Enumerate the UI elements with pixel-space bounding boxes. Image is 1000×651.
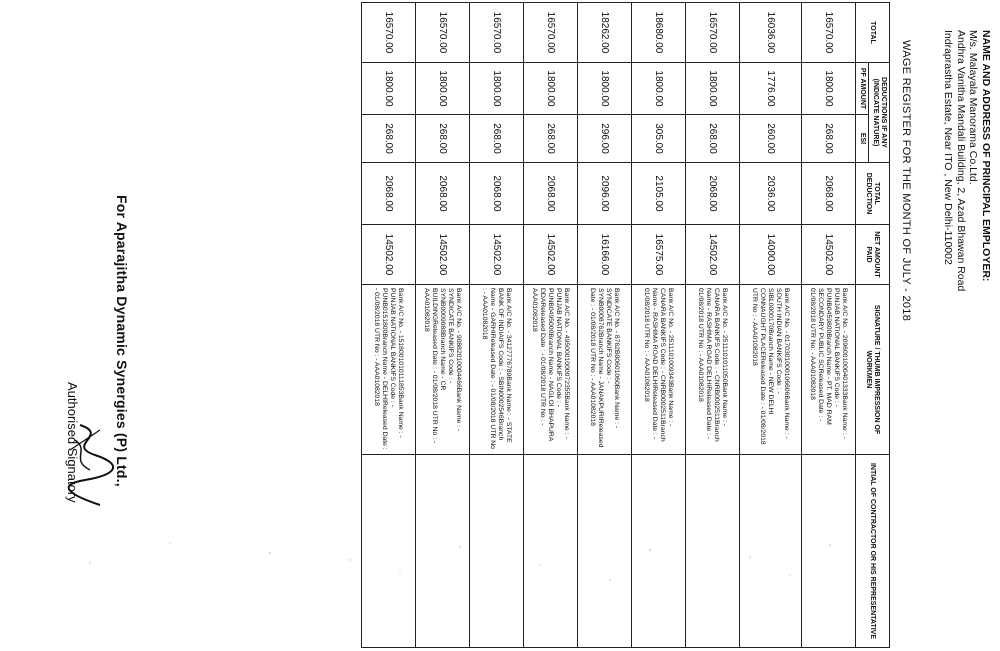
row-signature-bank-details: Bank A/C No. - 2511101009343Bank Name : - CANARA BANKIFS Code : - CNRB0002511Branch Name - RASHIMA ROAD DELHIReleased Date : - 01/08/2018 UTR No : - AAA01082018 xyxy=(632,285,686,455)
col-pf-amount: PF AMOUNT xyxy=(856,63,869,115)
row-pf-amount: 1800.00 xyxy=(578,63,632,115)
table-header-row xyxy=(869,3,890,648)
row-net-amount: 14000.00 xyxy=(740,225,802,285)
col-initial: INTIAL OF CONTRACTOR OR HIS REPRESENTATIVE xyxy=(856,455,890,648)
row-signature-bank-details: Bank A/C No. - 0170301000106606Bank Name : - SOUTH INDIAN BANKIFS Code : - SIBL0000170Branch Name - NEW DELHI CONNAUGHT PLACEReleased Date : - 01/08/2018 UTR No : - AAA01082018 xyxy=(740,285,802,455)
employer-header xyxy=(942,30,992,630)
row-total-deduction: 2068.00 xyxy=(416,163,470,225)
row-total-deduction: 2068.00 xyxy=(802,163,856,225)
row-total: 18262.00 xyxy=(578,3,632,63)
row-total-deduction: 2068.00 xyxy=(524,163,578,225)
row-total: 16570.00 xyxy=(686,3,740,63)
row-pf-amount: 1800.00 xyxy=(362,63,416,115)
employer-address-line1: Andhra Vanitha Mandali Building, 2, Azad Bhawan Road xyxy=(955,30,967,292)
row-pf-amount: 1776.00 xyxy=(740,63,802,115)
row-total-deduction: 2068.00 xyxy=(470,163,524,225)
row-esi: 268.00 xyxy=(686,115,740,163)
row-total: 18680.00 xyxy=(632,3,686,63)
row-net-amount: 14502.00 xyxy=(470,225,524,285)
row-total-deduction: 2068.00 xyxy=(686,163,740,225)
row-pf-amount: 1800.00 xyxy=(686,63,740,115)
row-total: 16570.00 xyxy=(802,3,856,63)
row-esi: 268.00 xyxy=(362,115,416,163)
employer-heading: NAME AND ADDRESS OF PRINCIPAL EMPLOYER: xyxy=(980,30,992,282)
row-signature-bank-details: Bank A/C No. - 34127776789Bank Name : - STATE BANK OF INDIAIFS Code : - SBIN0002546Branch Name - GARHIReleased Date : - 01/08/2018 UTR No : - AAA01082018 xyxy=(470,285,524,455)
row-esi: 268.00 xyxy=(802,115,856,163)
row-net-amount: 16166.00 xyxy=(578,225,632,285)
scan-noise-decoration xyxy=(10,535,870,625)
col-net-amount: NET AMOUNT PAID xyxy=(856,225,890,285)
row-pf-amount: 1800.00 xyxy=(632,63,686,115)
col-signature: SIGNATURE / THUMB IMPRESSION OF WORKMEN xyxy=(856,285,890,455)
row-total-deduction: 2096.00 xyxy=(578,163,632,225)
row-net-amount: 14502.00 xyxy=(524,225,578,285)
row-net-amount: 14502.00 xyxy=(802,225,856,285)
employer-name: M/s. Malayala Manorama Co.Ltd. xyxy=(967,30,980,185)
row-signature-bank-details: Bank A/C No. - 2511101011050Bank Name : - CANARA BANKIFS Code : - CNRB0002511Branch Name - RASHIMA ROAD DELHIReleased Date : - 01/08/2018 UTR No : - AAA01082018 xyxy=(686,285,740,455)
row-pf-amount: 1800.00 xyxy=(802,63,856,115)
col-total: TOTAL xyxy=(856,3,890,63)
row-signature-bank-details: Bank A/C No. - 90882010004466Bank Name : - SYNDICATE BANKIFS Code : - SYNB0009088Branch Name - CR BUILDINGReleased Date : - 01/08/2018 UTR No : - AAA01082018 xyxy=(416,285,470,455)
row-signature-bank-details: Bank A/C No. - 2096001000401333Bank Name : - PUNJAB NATIONAL BANKIFS Code : - PUNB0459800Branch Name - PT. MAD RAM SECONDARY PUBLIC SCReleased Date : - 01/08/2018 UTR No: - AAA01082018 xyxy=(802,285,856,455)
col-total-deduction: TOTAL DEDUCTION xyxy=(856,163,890,225)
row-signature-bank-details: Bank A/C No. - 1518001010111853Bank Name : - PUNJAB NATIONAL BANKIFS Code : - PUNB0151800Branch Name - DELHIReleased Date : - 01/08/2018 UTR No : - AAA01082018 xyxy=(362,285,416,455)
row-esi: 296.00 xyxy=(578,115,632,163)
row-total: 16036.00 xyxy=(740,3,802,63)
company-signoff: For Aparajitha Dynamic Synergies (P) Ltd., xyxy=(114,195,130,487)
authorised-signatory-label: Authorised Signatory xyxy=(65,382,80,503)
row-total: 16570.00 xyxy=(524,3,578,63)
row-total: 16570.00 xyxy=(416,3,470,63)
row-pf-amount: 1800.00 xyxy=(524,63,578,115)
row-net-amount: 14502.00 xyxy=(686,225,740,285)
row-pf-amount: 1800.00 xyxy=(416,63,470,115)
row-esi: 305.00 xyxy=(632,115,686,163)
col-deductions: DEDUCTIONS IF ANY (INDICATE NATURE) xyxy=(869,63,890,163)
row-total: 16570.00 xyxy=(362,3,416,63)
wage-register-title: WAGE REGISTER FOR THE MONTH OF JULY - 2018 xyxy=(900,40,912,322)
row-signature-bank-details: Bank A/C No. - 8762B00601060Bank Name : - SYNDICATE BANKIFS Code : - SYNB0008762Branch Name - JANAKPURIReleased Date : - 01/08/2018 UTR No : - AAA01082018 xyxy=(578,285,632,455)
row-esi: 268.00 xyxy=(470,115,524,163)
row-pf-amount: 1800.00 xyxy=(470,63,524,115)
row-net-amount: 16575.00 xyxy=(632,225,686,285)
row-net-amount: 14502.00 xyxy=(416,225,470,285)
employer-address-line2: Indraprastha Estate, Near ITO , New Delhi-110002 xyxy=(942,30,955,265)
col-esi: ESI xyxy=(856,115,869,163)
row-esi: 268.00 xyxy=(524,115,578,163)
row-total-deduction: 2068.00 xyxy=(362,163,416,225)
row-total: 16570.00 xyxy=(470,3,524,63)
row-esi: 260.00 xyxy=(740,115,802,163)
row-total-deduction: 2105.00 xyxy=(632,163,686,225)
row-signature-bank-details: Bank A/C No. - 4950001000072355Bank Name : - PUNJAB NATIONAL BANKIFS Code : - PUNB0495000Branch Name - NAGLOI BHAPURA DDAReleased Date : - 01/08/2018 UTR No : - AAA01082018 xyxy=(524,285,578,455)
row-total-deduction: 2036.00 xyxy=(740,163,802,225)
row-esi: 268.00 xyxy=(416,115,470,163)
row-net-amount: 14502.00 xyxy=(362,225,416,285)
